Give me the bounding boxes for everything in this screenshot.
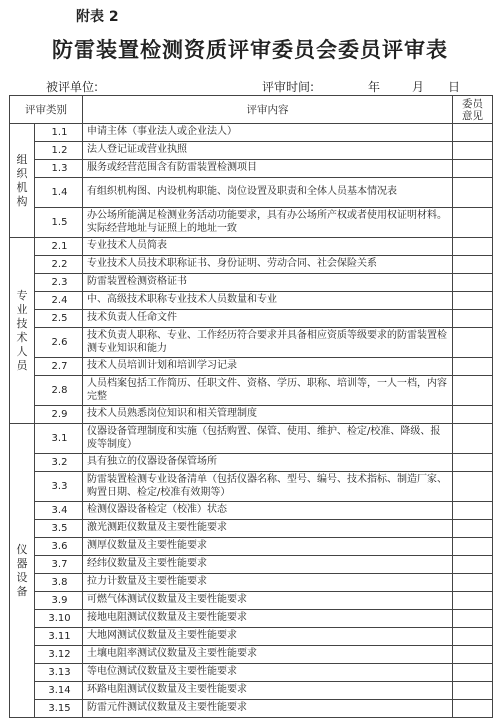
table-row bbox=[10, 310, 493, 328]
item-content: 人员档案包括工作简历、任职文件、资格、学历、职称、培训等，一人一档，内容完整 bbox=[83, 376, 453, 406]
item-content: 拉力计数量及主要性能要求 bbox=[83, 574, 453, 592]
opinion-cell[interactable] bbox=[453, 406, 493, 424]
opinion-cell[interactable] bbox=[453, 424, 493, 454]
table-row bbox=[10, 682, 493, 700]
item-number: 3.5 bbox=[35, 520, 83, 538]
item-number: 3.11 bbox=[35, 628, 83, 646]
item-number: 3.4 bbox=[35, 502, 83, 520]
item-content: 技术负责人任命文件 bbox=[83, 310, 453, 328]
opinion-cell[interactable] bbox=[453, 592, 493, 610]
item-number: 2.6 bbox=[35, 328, 83, 358]
item-content: 大地网测试仪数量及主要性能要求 bbox=[83, 628, 453, 646]
item-content: 测厚仪数量及主要性能要求 bbox=[83, 538, 453, 556]
table-row bbox=[10, 700, 493, 718]
item-content: 法人登记证或营业执照 bbox=[83, 142, 453, 160]
opinion-cell[interactable] bbox=[453, 328, 493, 358]
item-content: 检测仪器设备检定（校准）状态 bbox=[83, 502, 453, 520]
table-row bbox=[10, 556, 493, 574]
item-content: 技术负责人职称、专业、工作经历符合要求并具备相应资质等级要求的防雷装置检测专业知识和能力 bbox=[83, 328, 453, 358]
table-row bbox=[10, 628, 493, 646]
opinion-cell[interactable] bbox=[453, 274, 493, 292]
opinion-cell[interactable] bbox=[453, 376, 493, 406]
table-row bbox=[10, 178, 493, 208]
item-content: 经纬仪数量及主要性能要求 bbox=[83, 556, 453, 574]
table-row bbox=[10, 664, 493, 682]
column-header-opinion: 委员意见 bbox=[453, 96, 493, 124]
category-cell: 专 业 技 术 人 员 bbox=[10, 238, 35, 424]
review-table bbox=[9, 95, 493, 718]
item-content: 土壤电阻率测试仪数量及主要性能要求 bbox=[83, 646, 453, 664]
item-number: 2.9 bbox=[35, 406, 83, 424]
item-number: 1.4 bbox=[35, 178, 83, 208]
item-number: 2.7 bbox=[35, 358, 83, 376]
opinion-cell[interactable] bbox=[453, 160, 493, 178]
table-header-row bbox=[10, 96, 493, 124]
item-number: 3.9 bbox=[35, 592, 83, 610]
table-row bbox=[10, 160, 493, 178]
item-number: 3.14 bbox=[35, 682, 83, 700]
table-row bbox=[10, 274, 493, 292]
item-content: 环路电阻测试仪数量及主要性能要求 bbox=[83, 682, 453, 700]
opinion-cell[interactable] bbox=[453, 646, 493, 664]
opinion-cell[interactable] bbox=[453, 292, 493, 310]
month-label: 月 bbox=[412, 80, 425, 94]
table-row bbox=[10, 592, 493, 610]
table-row bbox=[10, 124, 493, 142]
table-row bbox=[10, 424, 493, 454]
review-table-body bbox=[10, 124, 493, 718]
item-number: 1.1 bbox=[35, 124, 83, 142]
item-content: 专业技术人员技术职称证书、身份证明、劳动合同、社会保险关系 bbox=[83, 256, 453, 274]
opinion-cell[interactable] bbox=[453, 502, 493, 520]
opinion-cell[interactable] bbox=[453, 124, 493, 142]
table-row bbox=[10, 238, 493, 256]
table-row bbox=[10, 454, 493, 472]
item-number: 3.3 bbox=[35, 472, 83, 502]
opinion-cell[interactable] bbox=[453, 472, 493, 502]
table-row bbox=[10, 358, 493, 376]
item-number: 3.15 bbox=[35, 700, 83, 718]
table-row bbox=[10, 538, 493, 556]
item-number: 3.2 bbox=[35, 454, 83, 472]
item-number: 2.1 bbox=[35, 238, 83, 256]
review-time-label: 评审时间: bbox=[262, 80, 315, 94]
table-row bbox=[10, 472, 493, 502]
evaluated-unit-label: 被评单位: bbox=[46, 80, 99, 94]
table-row bbox=[10, 520, 493, 538]
opinion-cell[interactable] bbox=[453, 142, 493, 160]
table-row bbox=[10, 208, 493, 238]
category-cell: 仪 器 设 备 bbox=[10, 424, 35, 718]
item-number: 2.8 bbox=[35, 376, 83, 406]
opinion-cell[interactable] bbox=[453, 628, 493, 646]
item-number: 3.8 bbox=[35, 574, 83, 592]
item-number: 3.6 bbox=[35, 538, 83, 556]
item-content: 防雷元件测试仪数量及主要性能要求 bbox=[83, 700, 453, 718]
table-row bbox=[10, 646, 493, 664]
item-content: 激光测距仪数量及主要性能要求 bbox=[83, 520, 453, 538]
item-number: 1.5 bbox=[35, 208, 83, 238]
column-header-category: 评审类别 bbox=[10, 96, 83, 124]
opinion-cell[interactable] bbox=[453, 454, 493, 472]
item-content: 仪器设备管理制度和实施（包括购置、保管、使用、维护、检定/校准、降级、报废等制度） bbox=[83, 424, 453, 454]
opinion-cell[interactable] bbox=[453, 664, 493, 682]
table-row bbox=[10, 502, 493, 520]
item-content: 技术人员熟悉岗位知识和相关管理制度 bbox=[83, 406, 453, 424]
opinion-cell[interactable] bbox=[453, 700, 493, 718]
category-cell: 组 织 机 构 bbox=[10, 124, 35, 238]
item-content: 接地电阻测试仪数量及主要性能要求 bbox=[83, 610, 453, 628]
opinion-cell[interactable] bbox=[453, 574, 493, 592]
item-content: 防雷装置检测专业设备清单（包括仪器名称、型号、编号、技术指标、制造厂家、购置日期、检定/校准有效期等） bbox=[83, 472, 453, 502]
table-row bbox=[10, 256, 493, 274]
item-number: 2.4 bbox=[35, 292, 83, 310]
item-content: 防雷装置检测资格证书 bbox=[83, 274, 453, 292]
table-row bbox=[10, 406, 493, 424]
item-number: 3.7 bbox=[35, 556, 83, 574]
item-content: 专业技术人员简表 bbox=[83, 238, 453, 256]
table-row bbox=[10, 376, 493, 406]
item-content: 办公场所能满足检测业务活动功能要求，具有办公场所产权或者使用权证明材料。实际经营地址与证照上的地址一致 bbox=[83, 208, 453, 238]
item-content: 有组织机构图、内设机构职能、岗位设置及职责和全体人员基本情况表 bbox=[83, 178, 453, 208]
item-number: 3.12 bbox=[35, 646, 83, 664]
opinion-cell[interactable] bbox=[453, 610, 493, 628]
opinion-cell[interactable] bbox=[453, 556, 493, 574]
day-label: 日 bbox=[448, 80, 461, 94]
item-content: 申请主体（事业法人或企业法人） bbox=[83, 124, 453, 142]
opinion-cell[interactable] bbox=[453, 310, 493, 328]
year-label: 年 bbox=[368, 80, 381, 94]
table-row bbox=[10, 610, 493, 628]
opinion-cell[interactable] bbox=[453, 256, 493, 274]
item-number: 1.3 bbox=[35, 160, 83, 178]
item-number: 2.3 bbox=[35, 274, 83, 292]
item-content: 可燃气体测试仪数量及主要性能要求 bbox=[83, 592, 453, 610]
item-number: 2.2 bbox=[35, 256, 83, 274]
opinion-cell[interactable] bbox=[453, 238, 493, 256]
opinion-cell[interactable] bbox=[453, 682, 493, 700]
opinion-cell[interactable] bbox=[453, 358, 493, 376]
item-number: 1.2 bbox=[35, 142, 83, 160]
opinion-cell[interactable] bbox=[453, 208, 493, 238]
item-content: 等电位测试仪数量及主要性能要求 bbox=[83, 664, 453, 682]
table-row bbox=[10, 574, 493, 592]
table-row bbox=[10, 142, 493, 160]
page-title: 防雷装置检测资质评审委员会委员评审表 bbox=[52, 38, 448, 62]
appendix-label: 附表 2 bbox=[76, 9, 119, 25]
item-number: 3.1 bbox=[35, 424, 83, 454]
item-content: 中、高级技术职称专业技术人员数量和专业 bbox=[83, 292, 453, 310]
item-number: 2.5 bbox=[35, 310, 83, 328]
column-header-content: 评审内容 bbox=[83, 96, 453, 124]
item-content: 技术人员培训计划和培训学习记录 bbox=[83, 358, 453, 376]
opinion-cell[interactable] bbox=[453, 538, 493, 556]
opinion-cell[interactable] bbox=[453, 178, 493, 208]
item-number: 3.13 bbox=[35, 664, 83, 682]
item-number: 3.10 bbox=[35, 610, 83, 628]
item-content: 服务或经营范围含有防雷装置检测项目 bbox=[83, 160, 453, 178]
table-row bbox=[10, 292, 493, 310]
opinion-cell[interactable] bbox=[453, 520, 493, 538]
item-content: 具有独立的仪器设备保管场所 bbox=[83, 454, 453, 472]
table-row bbox=[10, 328, 493, 358]
